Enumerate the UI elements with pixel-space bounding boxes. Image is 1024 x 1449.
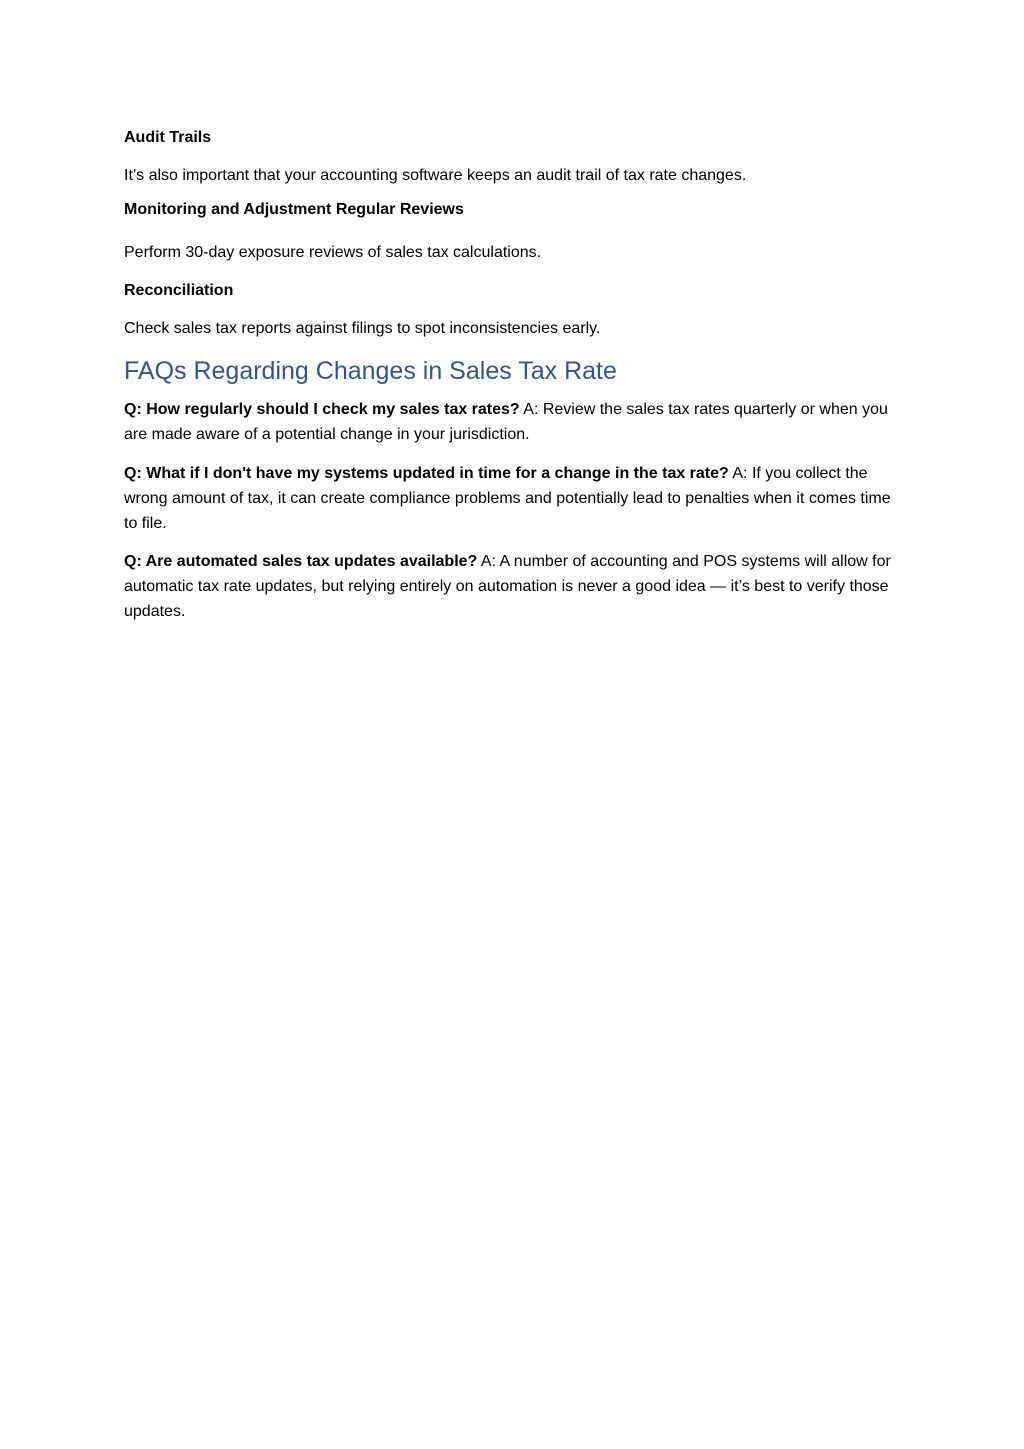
- faq-answer: A: If you collect the wrong amount of tax, it can create compliance problems and potentially lead to penalties when it comes time to file.: [124, 465, 891, 532]
- reconciliation-heading: Reconciliation: [124, 282, 234, 299]
- faq-title: FAQs Regarding Changes in Sales Tax Rate: [124, 357, 617, 385]
- faq-item: [124, 461, 904, 536]
- faq-answer: A: A number of accounting and POS systems will allow for automatic tax rate updates, but relying entirely on automation is never a good idea — it’s best to verify those updates.: [124, 553, 891, 620]
- monitoring-body: Perform 30-day exposure reviews of sales tax calculations.: [124, 244, 542, 261]
- monitoring-heading: Monitoring and Adjustment Regular Reviews: [124, 201, 464, 218]
- audit-trails-body: It’s also important that your accounting software keeps an audit trail of tax rate changes.: [124, 167, 747, 184]
- faq-question: Q: Are automated sales tax updates available?: [124, 553, 478, 570]
- audit-trails-heading: Audit Trails: [124, 129, 212, 146]
- faq-question: Q: How regularly should I check my sales tax rates?: [124, 401, 520, 418]
- reconciliation-body: Check sales tax reports against filings to spot inconsistencies early.: [124, 320, 601, 337]
- faq-question: Q: What if I don't have my systems updated in time for a change in the tax rate?: [124, 465, 729, 482]
- faq-item: [124, 549, 904, 624]
- faq-answer: A: Review the sales tax rates quarterly or when you are made aware of a potential change in your jurisdiction.: [124, 401, 888, 443]
- faq-item: [124, 397, 904, 447]
